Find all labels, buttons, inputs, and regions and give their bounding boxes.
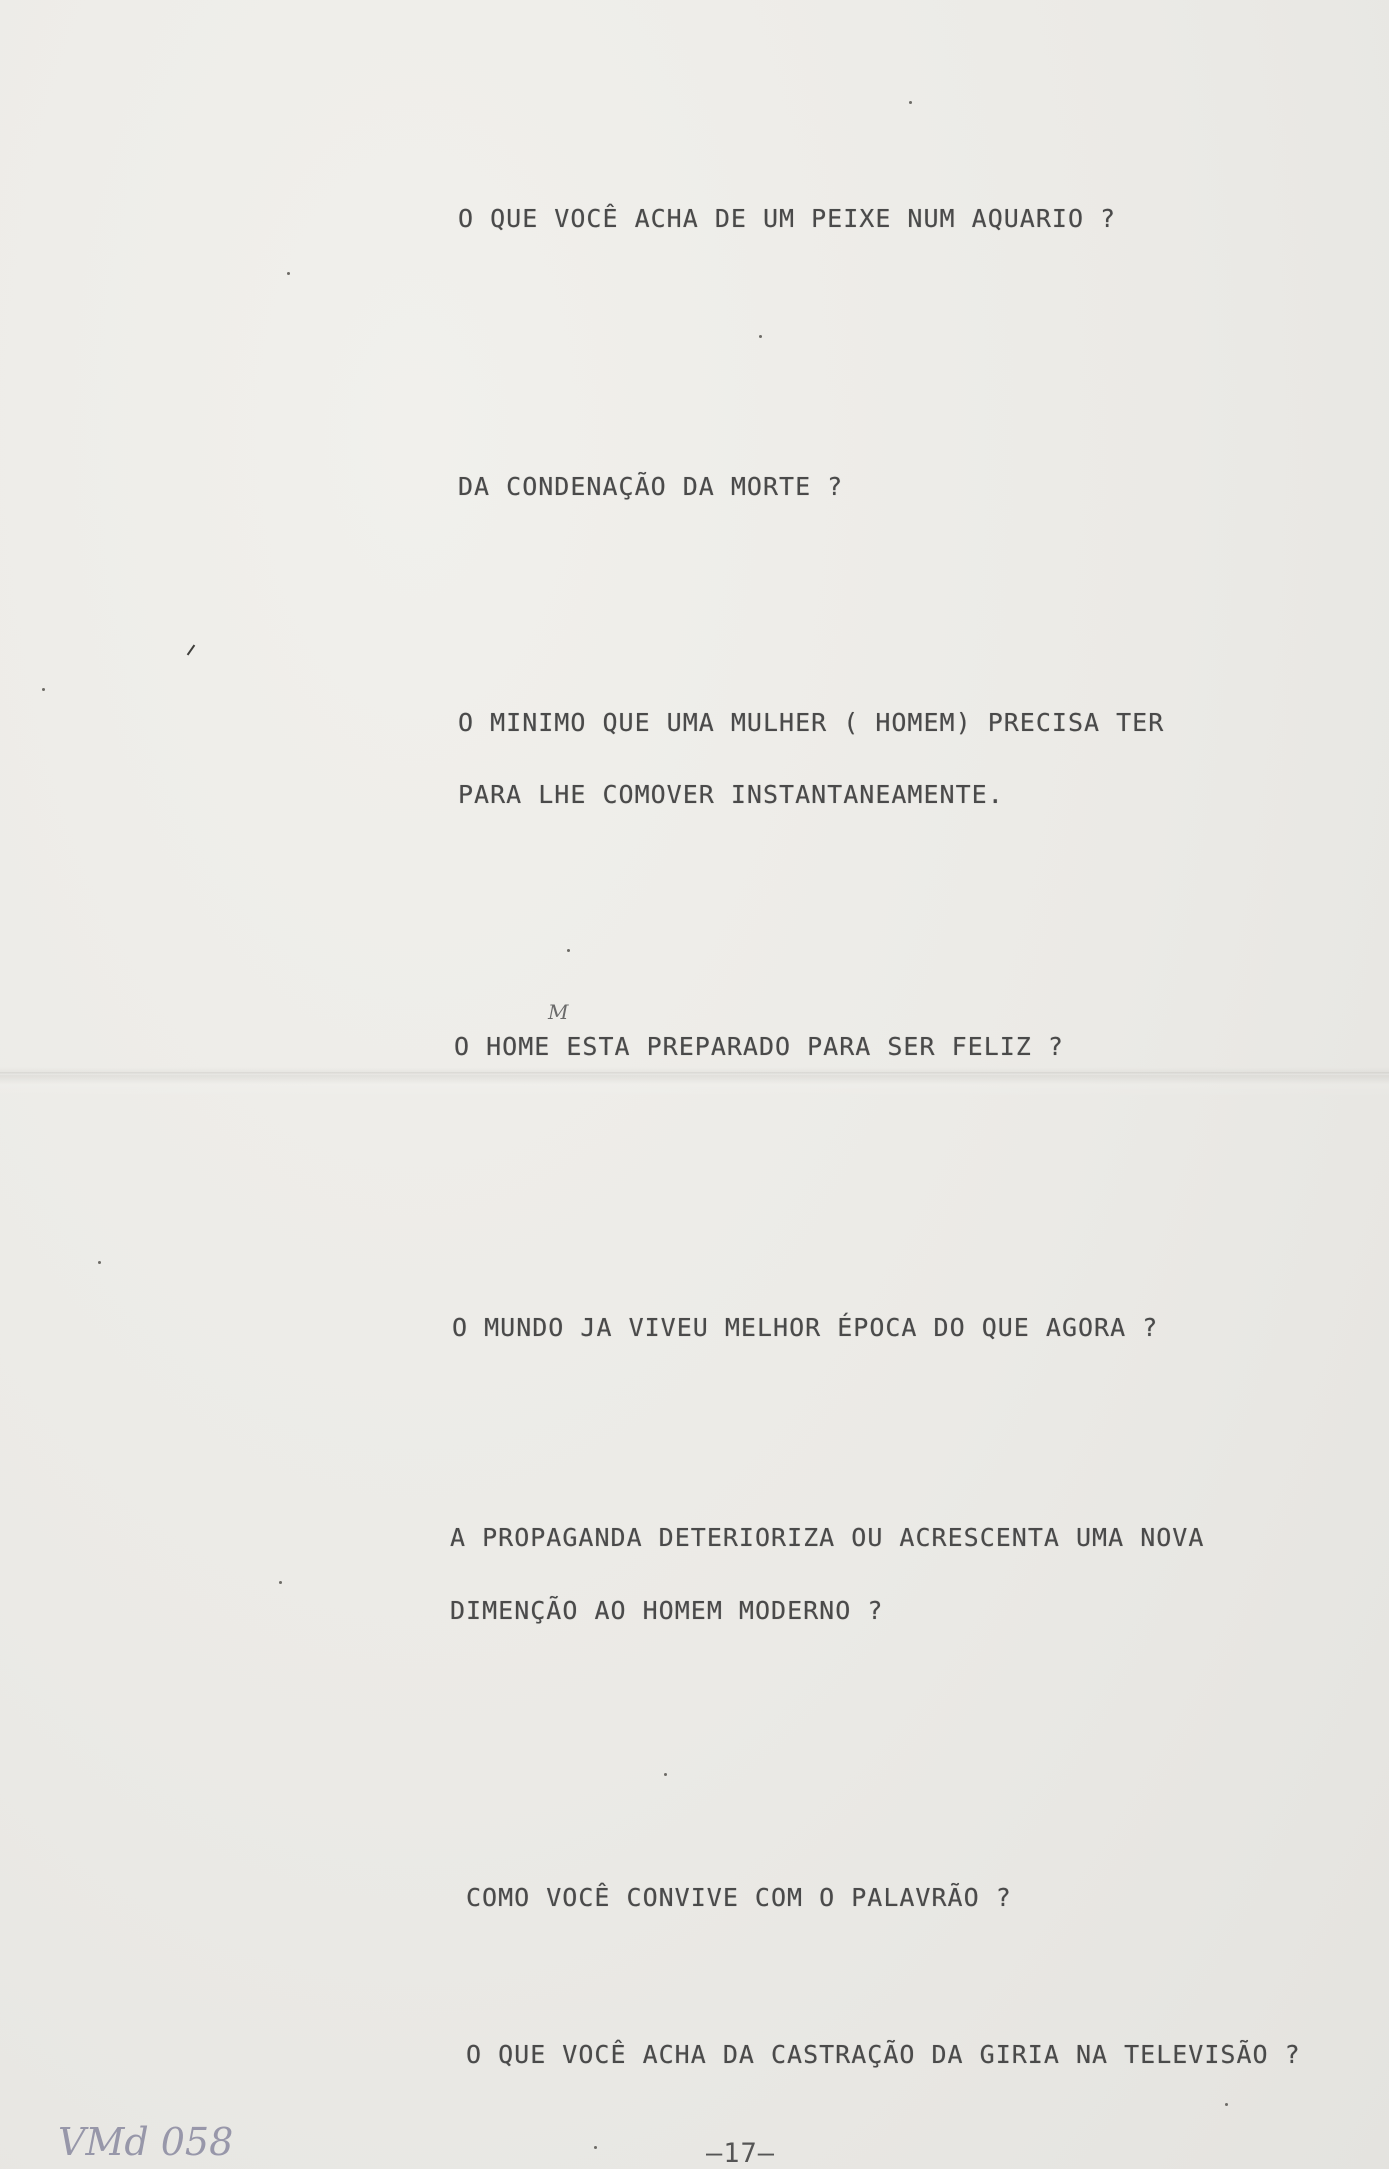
paper-speck — [594, 2146, 597, 2149]
question-better-era: O MUNDO JA VIVEU MELHOR ÉPOCA DO QUE AGORA ? — [452, 1313, 1159, 1342]
paper-speck — [98, 1261, 101, 1264]
question-death-penalty: DA CONDENAÇÃO DA MORTE ? — [458, 472, 844, 501]
question-minimum-line-2: PARA LHE COMOVER INSTANTANEAMENTE. — [458, 780, 1004, 809]
question-advertising-line-1: A PROPAGANDA DETERIORIZA OU ACRESCENTA UMA NOVA — [450, 1523, 1205, 1552]
paper-speck — [664, 1773, 667, 1776]
paper-speck — [1225, 2103, 1228, 2106]
handwritten-correction: M — [548, 1000, 569, 1024]
question-ready-to-be-happy: O HOME ESTA PREPARADO PARA SER FELIZ ? — [454, 1032, 1064, 1061]
question-swear-words: COMO VOCÊ CONVIVE COM O PALAVRÃO ? — [466, 1883, 1012, 1912]
paper-speck — [567, 949, 570, 952]
ink-mark — [187, 645, 196, 656]
paper-speck — [759, 335, 762, 338]
paper-speck — [287, 272, 290, 275]
paper-speck — [279, 1581, 282, 1584]
question-minimum-line-1: O MINIMO QUE UMA MULHER ( HOMEM) PRECISA TER — [458, 708, 1165, 737]
paper-speck — [909, 101, 912, 104]
question-advertising-line-2: DIMENÇÃO AO HOMEM MODERNO ? — [450, 1596, 884, 1625]
paper-speck — [42, 688, 45, 691]
archive-reference-code: VMd 058 — [58, 2120, 234, 2164]
question-fish-aquarium: O QUE VOCÊ ACHA DE UM PEIXE NUM AQUARIO ? — [458, 204, 1117, 233]
paper-fold-line — [0, 1072, 1389, 1075]
page-number: —17— — [706, 2138, 776, 2169]
question-slang-television: O QUE VOCÊ ACHA DA CASTRAÇÃO DA GIRIA NA TELEVISÃO ? — [466, 2040, 1301, 2069]
